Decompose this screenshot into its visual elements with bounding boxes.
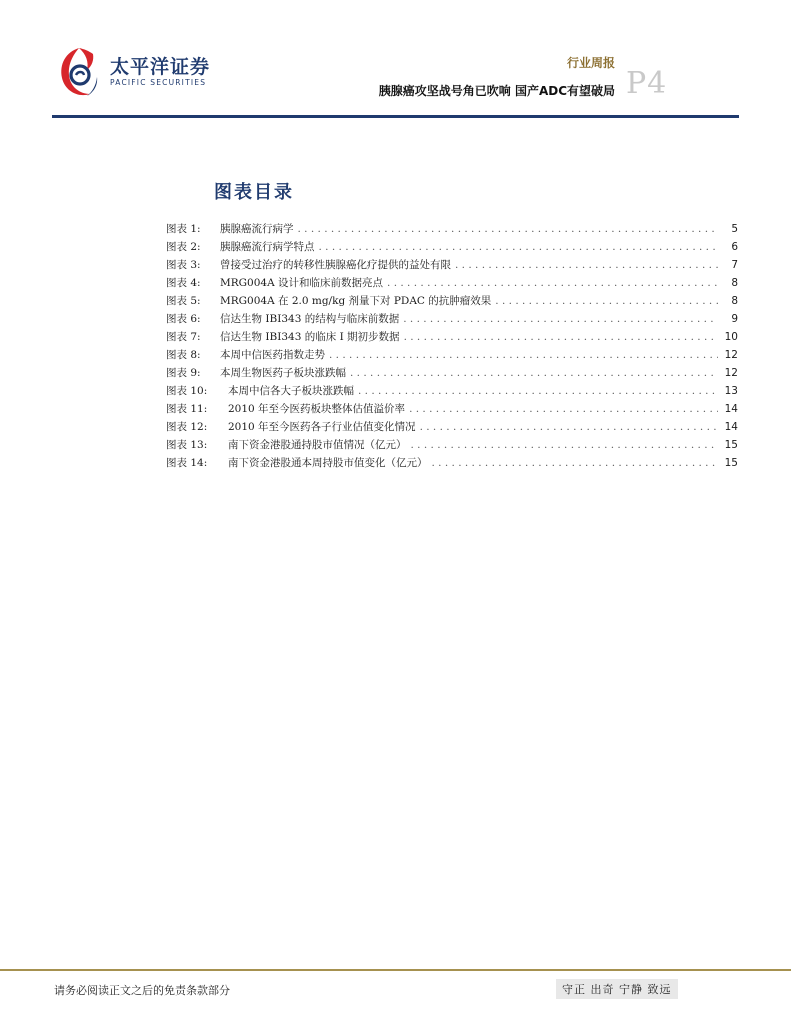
toc-entry-title: 曾接受过治疗的转移性胰腺癌化疗提供的益处有限 [220,259,451,271]
toc-entry-title: 2010 年至今医药板块整体估值溢价率 [228,403,406,415]
toc-leader-dots [404,328,718,346]
toc-leader-dots [495,292,718,310]
toc-entry-label: 图表 3: [166,259,201,271]
toc-entry-title: 胰腺癌流行病学特点 [220,241,315,253]
toc-entry[interactable] [166,436,738,454]
toc-entry-title: 胰腺癌流行病学 [220,223,294,235]
company-slogan: 守正 出奇 宁静 致远 [556,979,678,999]
toc-entry-title: 南下资金港股通本周持股市值变化（亿元） [228,457,428,469]
toc-entry-page: 7 [731,259,738,271]
toc-entry[interactable] [166,364,738,382]
footer-divider [0,969,791,971]
toc-entry-title: MRG004A 在 2.0 mg/kg 剂量下对 PDAC 的抗肿瘤效果 [220,295,492,307]
toc-entry-label: 图表 14: [166,457,208,469]
toc-entry-title: 本周生物医药子板块涨跌幅 [220,367,346,379]
toc-leader-dots [455,256,718,274]
toc-entry-page: 8 [731,277,738,289]
toc-entry-page: 13 [724,385,738,397]
toc-entry-page: 12 [724,349,738,361]
toc-entry[interactable] [166,292,738,310]
toc-entry-label: 图表 7: [166,331,201,343]
toc-entry-page: 8 [731,295,738,307]
toc-entry-page: 14 [724,421,738,433]
toc-entry[interactable] [166,310,738,328]
toc-entry-page: 15 [724,457,738,469]
toc-entry-label: 图表 10: [166,385,208,397]
toc-entry-label: 图表 13: [166,439,208,451]
toc-entry[interactable] [166,220,738,238]
toc-entry-label: 图表 1: [166,223,201,235]
toc-entry-label: 图表 5: [166,295,201,307]
company-logo [56,44,216,100]
report-title: 胰腺癌攻坚战号角已吹响 国产ADC有望破局 [378,84,615,98]
page-number: P4 [626,66,668,101]
toc-entry-page: 6 [731,241,738,253]
toc-entry-title: 本周中信各大子板块涨跌幅 [228,385,354,397]
toc-leader-dots [432,454,719,472]
toc-leader-dots [358,382,718,400]
toc-entry-label: 图表 9: [166,367,201,379]
toc-entry-page: 14 [724,403,738,415]
toc-entry-title: 2010 年至今医药各子行业估值变化情况 [228,421,416,433]
toc-entry-title: 南下资金港股通持股市值情况（亿元） [228,439,407,451]
toc-heading: 图表目录 [214,182,294,203]
report-type: 行业周报 [566,56,615,70]
logo-company-name-en: PACIFIC SECURITIES [110,78,207,87]
toc-entry-label: 图表 12: [166,421,208,433]
toc-leader-dots [387,274,718,292]
toc-entry-label: 图表 4: [166,277,201,289]
toc-entry-title: 信达生物 IBI343 的临床 I 期初步数据 [220,331,400,343]
toc-entry[interactable] [166,238,738,256]
pacific-securities-logo-icon [56,44,102,100]
toc-entry-title: 信达生物 IBI343 的结构与临床前数据 [220,313,400,325]
toc-leader-dots [298,220,719,238]
toc-entry-page: 15 [724,439,738,451]
toc-entry-page: 9 [731,313,738,325]
toc-entry[interactable] [166,256,738,274]
toc-entry-label: 图表 6: [166,313,201,325]
logo-company-name-cn: 太平洋证券 [110,56,211,78]
header-divider [52,115,739,118]
toc-leader-dots [411,436,719,454]
toc-leader-dots [403,310,718,328]
toc-leader-dots [319,238,719,256]
toc-entry[interactable] [166,400,738,418]
toc-entry-title: 本周中信医药指数走势 [220,349,325,361]
toc-entry[interactable] [166,382,738,400]
toc-entry-page: 12 [724,367,738,379]
figure-table-of-contents [166,220,738,472]
toc-entry-label: 图表 2: [166,241,201,253]
toc-leader-dots [409,400,718,418]
toc-entry[interactable] [166,274,738,292]
toc-entry-title: MRG004A 设计和临床前数据亮点 [220,277,384,289]
toc-leader-dots [350,364,718,382]
toc-leader-dots [420,418,718,436]
toc-entry-page: 10 [724,331,738,343]
toc-entry[interactable] [166,328,738,346]
toc-entry-label: 图表 8: [166,349,201,361]
toc-entry-page: 5 [731,223,738,235]
toc-entry[interactable] [166,418,738,436]
toc-entry[interactable] [166,454,738,472]
disclaimer-note: 请务必阅读正文之后的免责条款部分 [54,984,230,997]
toc-entry-label: 图表 11: [166,403,208,415]
toc-entry[interactable] [166,346,738,364]
toc-leader-dots [329,346,718,364]
